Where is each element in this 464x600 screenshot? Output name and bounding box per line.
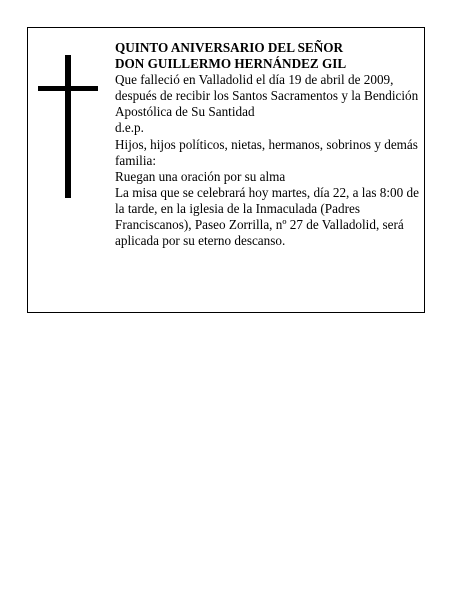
- rip-abbreviation: d.e.p.: [115, 120, 144, 136]
- obituary-notice: [27, 27, 425, 313]
- notice-title-line2: DON GUILLERMO HERNÁNDEZ GIL: [115, 56, 347, 72]
- mass-info: La misa que se celebrará hoy martes, día 22, a las 8:00 de la tarde, en la iglesia de la Inmaculada (Padres Franciscanos), Paseo Zorrilla, nº 27 de Valladolid, será aplicada por su eterno descanso.: [115, 184, 419, 249]
- cross-vertical-bar: [65, 55, 71, 198]
- notice-title-line1: QUINTO ANIVERSARIO DEL SEÑOR: [115, 40, 344, 55]
- cross-horizontal-bar: [38, 86, 98, 91]
- prayer-request: Ruegan una oración por su alma: [115, 168, 286, 184]
- cross-icon: [38, 55, 98, 198]
- family-list: Hijos, hijos políticos, nietas, hermanos, sobrinos y demás familia:: [115, 136, 418, 168]
- death-info: Que falleció en Valladolid el día 19 de abril de 2009, después de recibir los Santos Sacramentos y la Bendición Apostólica de Su Santidad: [115, 72, 419, 120]
- notice-text-block: [115, 40, 420, 249]
